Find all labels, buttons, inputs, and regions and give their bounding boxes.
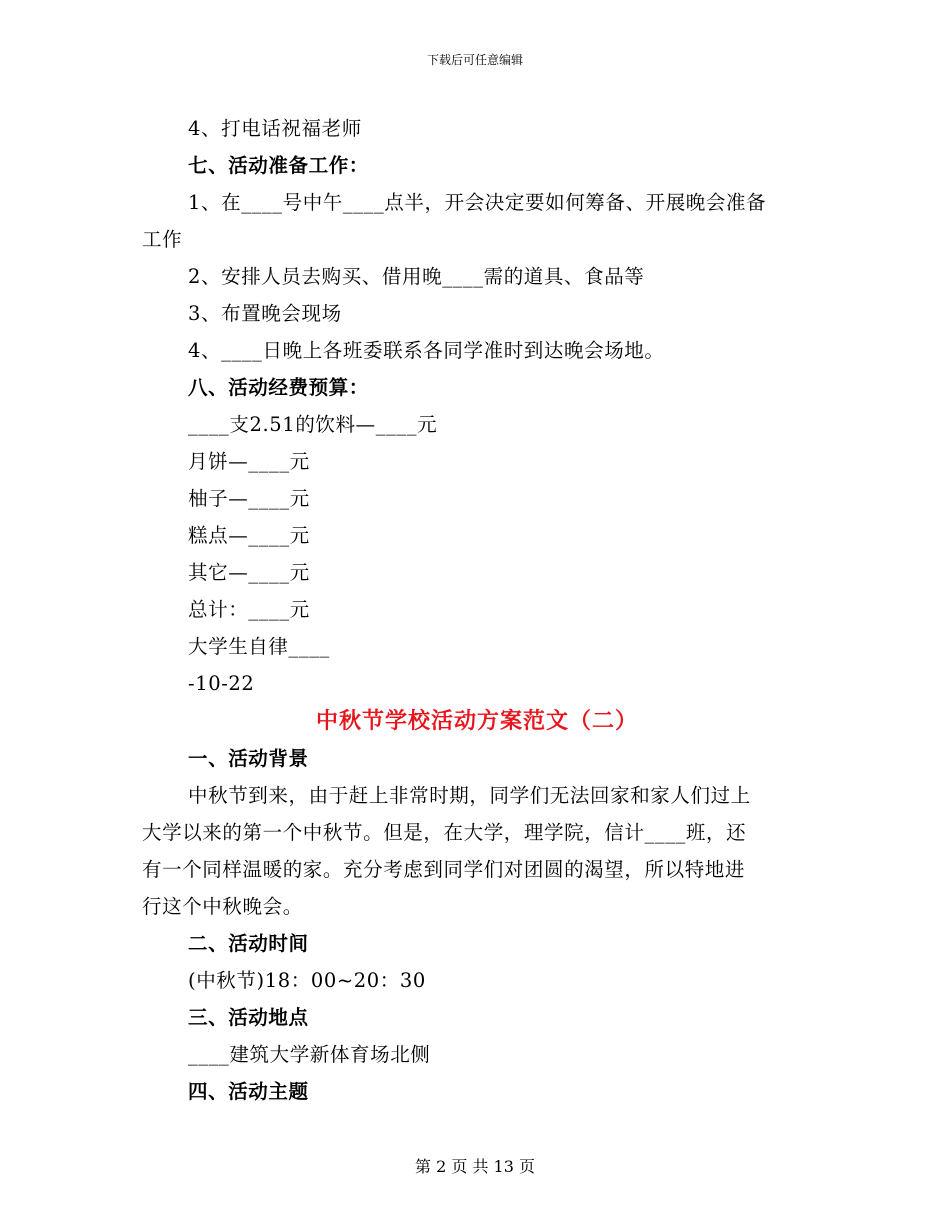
section-heading: 一、活动背景 (188, 747, 309, 770)
section-heading: 三、活动地点 (188, 1006, 309, 1029)
budget-item: 月饼—____元 (188, 450, 310, 473)
page-header: 下载后可任意编辑 (426, 53, 523, 67)
budget-item: 柚子—____元 (188, 487, 310, 510)
budget-item: 其它—____元 (188, 561, 310, 584)
date-line: -10-22 (188, 672, 255, 695)
list-item: 1、在____号中午____点半，开会决定要如何筹备、开展晚会准备 (188, 191, 767, 214)
section-heading: 二、活动时间 (188, 932, 309, 955)
paragraph-line: 大学以来的第一个中秋节。但是，在大学，理学院，信计____班，还 (142, 821, 747, 844)
section-heading: 七、活动准备工作： (188, 154, 369, 177)
document-body (142, 110, 812, 1110)
list-item: 4、____日晚上各班委联系各同学准时到达晚会场地。 (188, 339, 665, 362)
list-item: 2、安排人员去购买、借用晚____需的道具、食品等 (188, 265, 645, 288)
paragraph-line: 有一个同样温暖的家。充分考虑到同学们对团圆的渴望，所以特地进 (142, 858, 746, 881)
budget-total: 总计：____元 (188, 598, 310, 621)
list-item: 3、布置晚会现场 (188, 302, 342, 325)
section-heading: 八、活动经费预算： (188, 376, 369, 399)
document-title: 中秋节学校活动方案范文（二） (315, 708, 638, 734)
location-text: ____建筑大学新体育场北侧 (188, 1043, 431, 1066)
budget-item: 糕点—____元 (188, 524, 310, 547)
budget-item: ____支2.51的饮料—____元 (188, 413, 438, 436)
signature-line: 大学生自律____ (188, 635, 330, 658)
list-item-continuation: 工作 (142, 228, 183, 251)
paragraph-line: 行这个中秋晚会。 (142, 895, 303, 918)
paragraph-line: 中秋节到来，由于赶上非常时期，同学们无法回家和家人们过上 (188, 784, 751, 807)
section-heading: 四、活动主题 (188, 1080, 309, 1103)
list-item: 4、打电话祝福老师 (188, 117, 362, 140)
page-number: 第 2 页 共 13 页 (415, 1157, 535, 1176)
time-text: (中秋节)18：00~20：30 (188, 969, 426, 992)
